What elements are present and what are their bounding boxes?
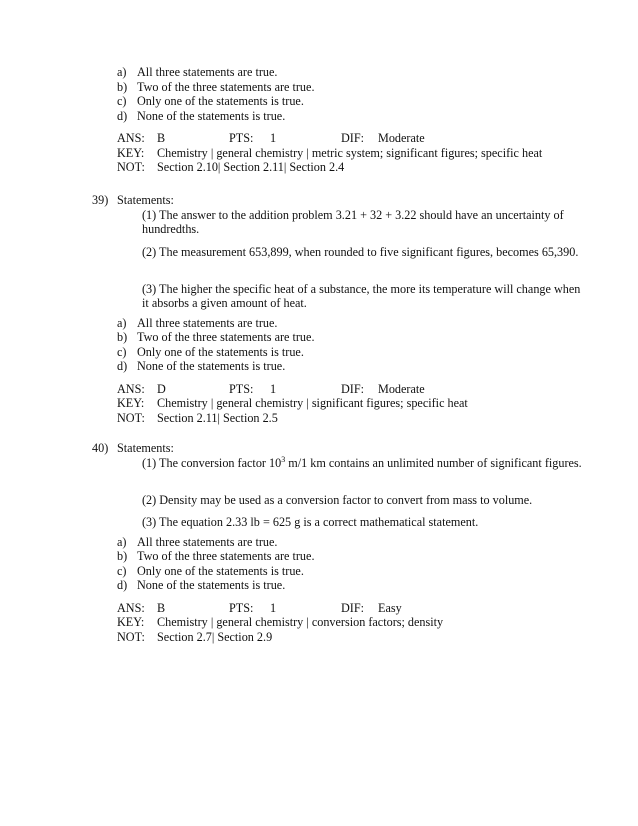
statement-2 bbox=[0, 493, 638, 515]
pts-value: 1 bbox=[270, 381, 277, 396]
answer-row bbox=[0, 601, 638, 616]
option-letter: c) bbox=[117, 94, 127, 108]
ans-label: ANS: bbox=[117, 131, 145, 145]
question-header bbox=[0, 193, 638, 208]
statement-text-pre: (1) The conversion factor 10 bbox=[142, 455, 282, 470]
not-value: Section 2.11| Section 2.5 bbox=[157, 410, 278, 425]
key-label: KEY: bbox=[117, 145, 145, 160]
pts-label: PTS: bbox=[229, 600, 254, 615]
option-text: Two of the three statements are true. bbox=[137, 79, 315, 94]
statement-text: (2) The measurement 653,899, when rounded to five significant figures, becomes 65,390. bbox=[142, 244, 579, 259]
statement-3 bbox=[0, 282, 638, 316]
statement-text: (3) The equation 2.33 lb = 625 g is a correct mathematical statement. bbox=[142, 514, 479, 529]
option-letter: c) bbox=[117, 344, 127, 359]
pts-value: 1 bbox=[270, 131, 277, 145]
question-40 bbox=[0, 441, 638, 644]
ans-label: ANS: bbox=[117, 600, 145, 615]
ans-value: B bbox=[157, 600, 166, 615]
option-c bbox=[0, 564, 638, 579]
option-text: Two of the three statements are true. bbox=[137, 549, 315, 563]
not-label: NOT: bbox=[117, 410, 145, 425]
q39-options bbox=[0, 316, 638, 374]
statement-text bbox=[142, 456, 582, 471]
option-text: None of the statements is true. bbox=[137, 359, 286, 373]
prev-options bbox=[0, 65, 638, 123]
ans-value: D bbox=[157, 381, 166, 396]
not-label: NOT: bbox=[117, 160, 145, 174]
question-39 bbox=[0, 193, 638, 425]
key-row bbox=[0, 615, 638, 630]
question-label: Statements: bbox=[117, 193, 174, 207]
not-row bbox=[0, 411, 638, 426]
ans-value: B bbox=[157, 131, 166, 145]
dif-label: DIF: bbox=[341, 600, 365, 615]
option-a bbox=[0, 535, 638, 550]
statement-text: (2) Density may be used as a conversion factor to convert from mass to volume. bbox=[142, 492, 533, 507]
prev-question-block bbox=[0, 65, 638, 175]
option-letter: a) bbox=[117, 315, 127, 330]
option-b bbox=[0, 549, 638, 564]
option-b bbox=[0, 80, 638, 95]
option-text: All three statements are true. bbox=[137, 534, 278, 549]
option-letter: c) bbox=[117, 563, 127, 578]
option-d bbox=[0, 109, 638, 124]
question-number: 39) bbox=[92, 193, 109, 207]
option-letter: a) bbox=[117, 534, 127, 549]
dif-value: Easy bbox=[378, 600, 402, 615]
option-b bbox=[0, 330, 638, 345]
key-row bbox=[0, 396, 638, 411]
option-d bbox=[0, 578, 638, 593]
key-label: KEY: bbox=[117, 615, 145, 629]
dif-label: DIF: bbox=[341, 131, 365, 145]
option-text: None of the statements is true. bbox=[137, 578, 286, 592]
not-label: NOT: bbox=[117, 629, 145, 644]
statement-1 bbox=[0, 456, 638, 493]
statement-text: (3) The higher the specific heat of a substance, the more its temperature will change when it absorbs a given amount of heat. bbox=[142, 281, 581, 310]
option-text: None of the statements is true. bbox=[137, 108, 286, 123]
option-a bbox=[0, 316, 638, 331]
option-letter: d) bbox=[117, 578, 128, 592]
option-letter: d) bbox=[117, 108, 128, 123]
not-row bbox=[0, 630, 638, 645]
option-text: All three statements are true. bbox=[137, 315, 278, 330]
answer-row bbox=[0, 131, 638, 146]
statement-text: (1) The answer to the addition problem 3.21 + 32 + 3.22 should have an uncertainty of hundredths. bbox=[142, 207, 564, 236]
not-value: Section 2.10| Section 2.11| Section 2.4 bbox=[157, 160, 345, 174]
option-text: Only one of the statements is true. bbox=[137, 563, 304, 578]
key-value: Chemistry | general chemistry | significant figures; specific heat bbox=[157, 396, 468, 410]
option-letter: b) bbox=[117, 549, 128, 563]
option-d bbox=[0, 359, 638, 374]
key-value: Chemistry | general chemistry | metric system; significant figures; specific heat bbox=[157, 145, 543, 160]
key-label: KEY: bbox=[117, 396, 145, 410]
question-header bbox=[0, 441, 638, 456]
answer-row bbox=[0, 382, 638, 397]
option-letter: b) bbox=[117, 330, 128, 344]
exponent: 3 bbox=[281, 454, 286, 464]
option-c bbox=[0, 345, 638, 360]
dif-label: DIF: bbox=[341, 381, 365, 396]
key-value: Chemistry | general chemistry | conversion factors; density bbox=[157, 615, 444, 629]
option-letter: b) bbox=[117, 79, 128, 94]
option-text: All three statements are true. bbox=[137, 65, 278, 79]
option-text: Two of the three statements are true. bbox=[137, 330, 315, 344]
option-text: Only one of the statements is true. bbox=[137, 344, 304, 359]
statement-1 bbox=[0, 208, 638, 245]
pts-value: 1 bbox=[270, 600, 277, 615]
option-letter: a) bbox=[117, 65, 127, 79]
pts-label: PTS: bbox=[229, 381, 254, 396]
statement-3 bbox=[0, 515, 638, 535]
statement-2 bbox=[0, 245, 638, 282]
option-letter: d) bbox=[117, 359, 128, 373]
question-label: Statements: bbox=[117, 441, 174, 455]
dif-value: Moderate bbox=[378, 131, 425, 145]
option-c bbox=[0, 94, 638, 109]
option-text: Only one of the statements is true. bbox=[137, 94, 304, 108]
option-a bbox=[0, 65, 638, 80]
not-value: Section 2.7| Section 2.9 bbox=[157, 629, 273, 644]
question-number: 40) bbox=[92, 441, 109, 455]
q40-options bbox=[0, 535, 638, 593]
not-row bbox=[0, 160, 638, 175]
statement-text-post: m/1 km contains an unlimited number of significant figures. bbox=[285, 455, 582, 470]
ans-label: ANS: bbox=[117, 381, 145, 396]
pts-label: PTS: bbox=[229, 131, 254, 145]
key-row bbox=[0, 146, 638, 161]
dif-value: Moderate bbox=[378, 381, 425, 396]
